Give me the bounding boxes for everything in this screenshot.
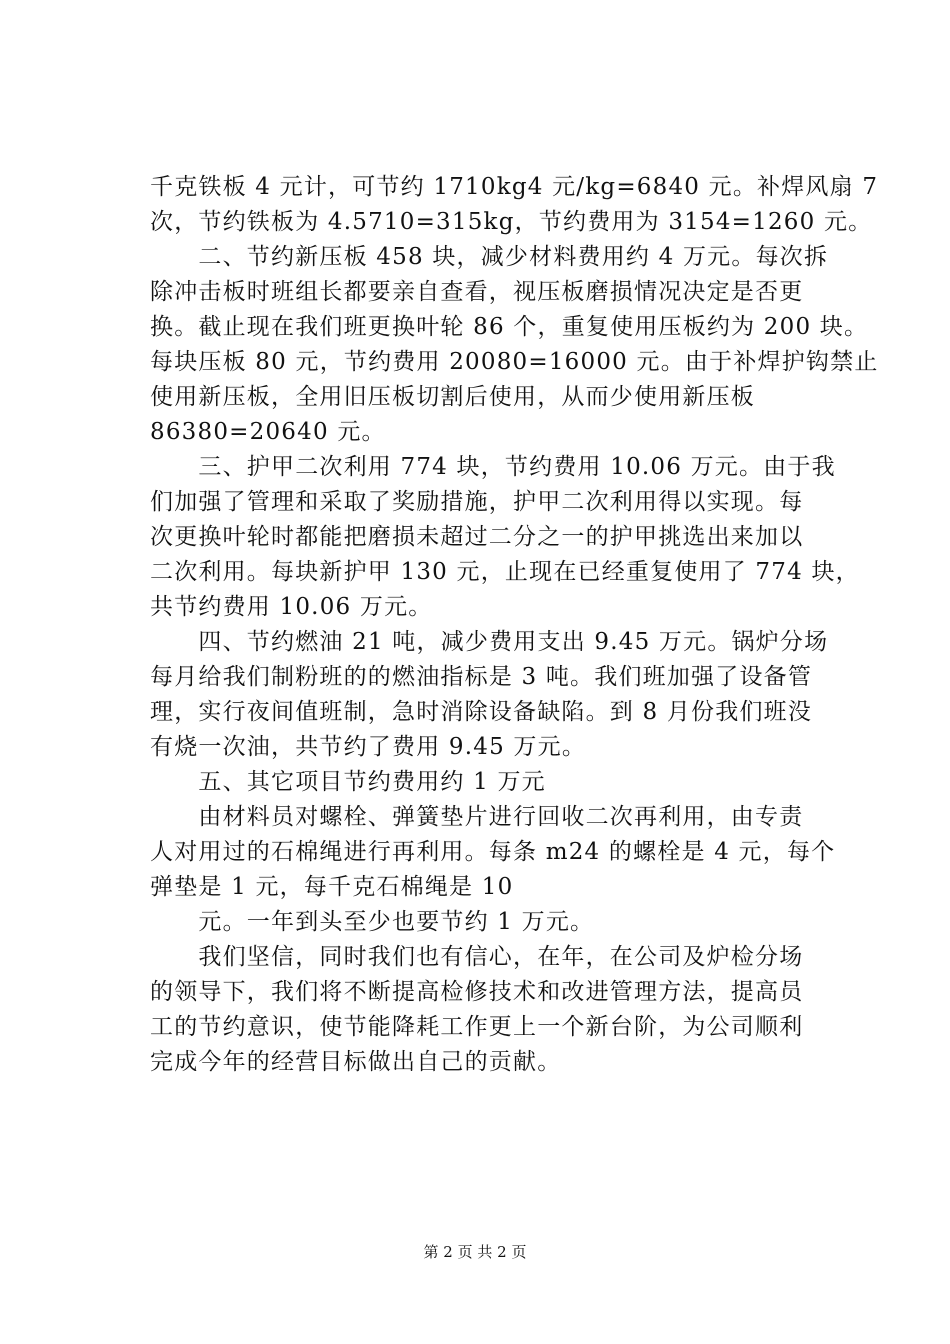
- text-line: 二、节约新压板 458 块，减少材料费用约 4 万元。每次拆: [150, 244, 829, 270]
- text-line: 工的节约意识，使节能降耗工作更上一个新台阶，为公司顺利: [150, 1014, 804, 1040]
- text-line: 共节约费用 10.06 万元。: [150, 594, 433, 620]
- text-line: 们加强了管理和采取了奖励措施，护甲二次利用得以实现。每: [150, 489, 804, 515]
- text-line: 人对用过的石棉绳进行再利用。每条 m24 的螺栓是 4 元，每个: [150, 839, 836, 865]
- text-line: 四、节约燃油 21 吨，减少费用支出 9.45 万元。锅炉分场: [150, 629, 829, 655]
- text-line: 86380=20640 元。: [150, 419, 386, 445]
- text-line: 三、护甲二次利用 774 块，节约费用 10.06 万元。由于我: [150, 454, 836, 480]
- text-line: 有烧一次油，共节约了费用 9.45 万元。: [150, 734, 587, 760]
- text-line: 理，实行夜间值班制，急时消除设备缺陷。到 8 月份我们班没: [150, 699, 813, 725]
- text-line: 我们坚信，同时我们也有信心，在年，在公司及炉检分场: [150, 944, 804, 970]
- text-line: 弹垫是 1 元，每千克石棉绳是 10: [150, 874, 514, 900]
- text-line: 每块压板 80 元，节约费用 20080=16000 元。由于补焊护钩禁止: [150, 349, 879, 375]
- text-line: 由材料员对螺栓、弹簧垫片进行回收二次再利用，由专责: [150, 804, 804, 830]
- text-line: 次，节约铁板为 4.5710=315kg，节约费用为 3154=1260 元。: [150, 209, 873, 235]
- text-line: 完成今年的经营目标做出自己的贡献。: [150, 1049, 562, 1075]
- text-line: 每月给我们制粉班的的燃油指标是 3 吨。我们班加强了设备管: [150, 664, 813, 690]
- text-line: 次更换叶轮时都能把磨损未超过二分之一的护甲挑选出来加以: [150, 524, 804, 550]
- page-number-footer: 第 2 页 共 2 页: [423, 1243, 527, 1261]
- text-line: 除冲击板时班组长都要亲自查看，视压板磨损情况决定是否更: [150, 279, 804, 305]
- text-line: 二次利用。每块新护甲 130 元，止现在已经重复使用了 774 块，: [150, 559, 860, 585]
- text-line: 换。截止现在我们班更换叶轮 86 个，重复使用压板约为 200 块。: [150, 314, 869, 340]
- text-line: 的领导下，我们将不断提高检修技术和改进管理方法，提高员: [150, 979, 804, 1005]
- text-line: 千克铁板 4 元计，可节约 1710kg4 元/kg=6840 元。补焊风扇 7: [150, 174, 879, 200]
- text-line: 元。一年到头至少也要节约 1 万元。: [150, 909, 595, 935]
- text-line: 使用新压板，全用旧压板切割后使用，从而少使用新压板: [150, 384, 755, 410]
- body-text: [150, 170, 879, 1080]
- text-line: 五、其它项目节约费用约 1 万元: [150, 769, 546, 795]
